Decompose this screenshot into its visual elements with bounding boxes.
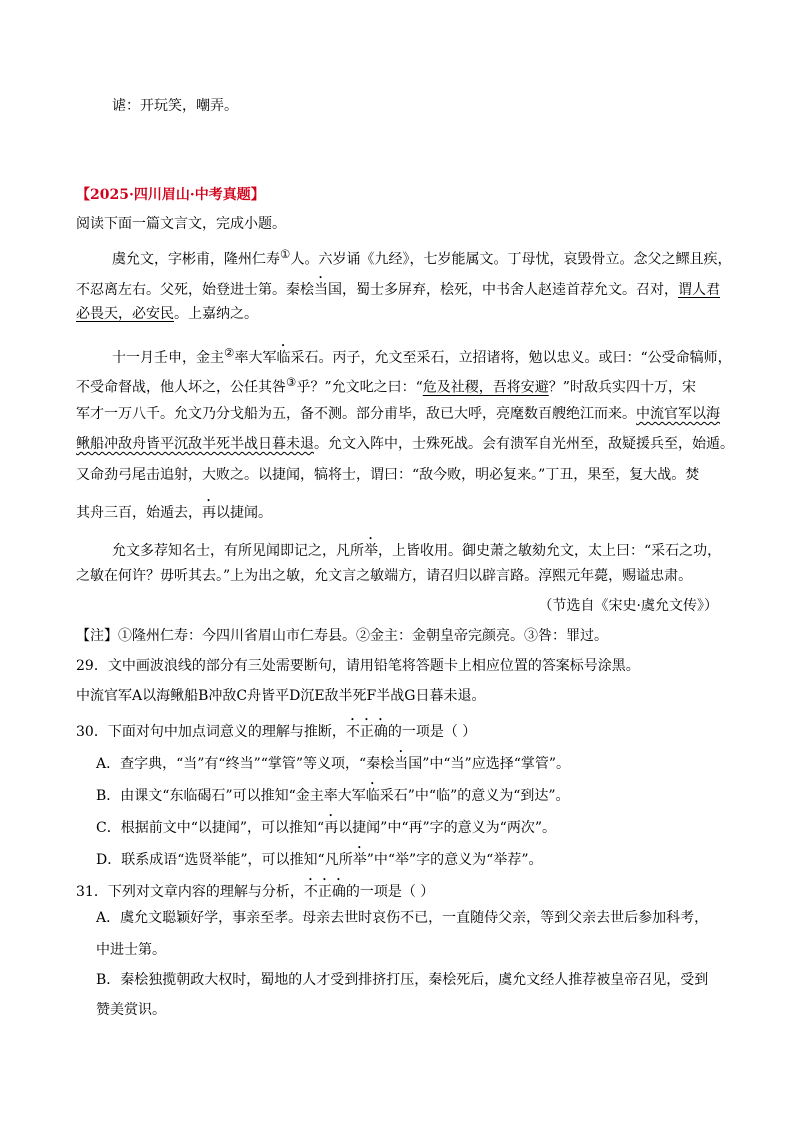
question-29-stem: 29．文中画波浪线的部分有三处需要断句，请用铅笔将答题卡上相应位置的答案标号涂黑。 bbox=[76, 658, 640, 674]
question-29-line: 中流官军A以海鳅船B冲敌C舟皆平D沉E敌半死F半战G日暮未退。 bbox=[76, 688, 486, 704]
question-30-stem: 30．下面对句中加点词意义的理解与推断，不正确的一项是（ ） bbox=[76, 724, 477, 740]
option-31-B: B．秦桧独揽朝政大权时，蜀地的人才受到排挤打压，秦桧死后，虞允文经人推荐被皇帝召见，受到 bbox=[96, 972, 709, 988]
passage-line: 十一月壬申，金主②率大军临采石。丙子，允文至采石，立招诸将，勉以忠义。或曰：“公受命犒师， bbox=[112, 345, 732, 366]
passage-line: 军才一万八千。允文乃分戈船为五，备不测。部分甫毕，敌已大呼，亮麾数百艘绝江而来。中流官军以海 bbox=[76, 406, 720, 422]
option-31-A-cont: 中进士第。 bbox=[96, 942, 166, 958]
notes: 【注】①隆州仁寿：今四川省眉山市仁寿县。②金主：金朝皇帝完颜亮。③咎：罪过。 bbox=[76, 628, 608, 644]
dotted-word: 不正确 bbox=[345, 724, 388, 740]
instruction: 阅读下面一篇文言文，完成小题。 bbox=[76, 216, 286, 232]
citation: （节选自《宋史·虞允文传》） bbox=[538, 598, 718, 614]
dotted-word: 举 bbox=[364, 543, 378, 559]
dotted-word: 当 bbox=[314, 282, 328, 298]
question-31-stem: 31．下列对文章内容的理解与分析，不正确的一项是（ ） bbox=[76, 884, 435, 900]
note-marker: ② bbox=[224, 345, 235, 360]
dotted-word: 举 bbox=[352, 852, 367, 868]
passage-line: 又命劲弓尾击追射，大败之。以捷闻，犒将士，谓曰：“敌今败，明必复来。”丁丑，果至，复大战。焚 bbox=[76, 467, 700, 483]
passage-line: 不忍离左右。父死，始登进士第。秦桧当国，蜀士多屏弃，桧死，中书舍人赵逵首荐允文。召对，谓人君 bbox=[76, 282, 720, 298]
dotted-word: 临 bbox=[365, 788, 380, 804]
passage-line: 允文多荐知名士，有所见闻即记之，凡所举，上皆收用。御史萧之敏劾允文，太上曰：“采石之功， bbox=[112, 543, 722, 559]
underlined-phrase: 谓人君 bbox=[678, 282, 720, 298]
source-tag: 【2025·四川眉山·中考真题】 bbox=[76, 187, 265, 203]
passage-line: 其舟三百，始遁去，再以捷闻。 bbox=[76, 505, 272, 521]
option-31-A: A．虞允文聪颖好学，事亲至孝。母亲去世时哀伤不已，一直随侍父亲，等到父亲去世后参加科考， bbox=[96, 910, 709, 926]
dotted-word: 当 bbox=[394, 756, 409, 772]
dotted-word: 不正确 bbox=[303, 884, 346, 900]
underlined-phrase: 必畏天，必安民 bbox=[76, 306, 174, 322]
option-30-A: A．查字典，“当”有“终当”“掌管”等义项，“秦桧当国”中“当”应选择“掌管”。 bbox=[96, 756, 571, 772]
option-31-B-cont: 赞美赏识。 bbox=[96, 1002, 166, 1018]
passage-line: 虞允文，字彬甫，隆州仁寿①人。六岁诵《九经》，七岁能属文。丁母忧，哀毁骨立。念父之鳏且疾， bbox=[112, 247, 732, 268]
passage-line: 之敏在何许？毋听其去。”上为出之敏，允文言之敏端方，请召归以辟言路。淳熙元年薨，赐谥忠肃。 bbox=[76, 568, 693, 584]
option-30-D: D．联系成语“选贤举能”，可以推知“凡所举”中“举”字的意义为“举荐”。 bbox=[96, 852, 543, 868]
passage-line: 鳅船冲敌舟皆平沉敌半死半战日暮未退。允文入阵中，士殊死战。会有溃军自光州至，敌疑援兵至，始遁。 bbox=[76, 436, 734, 452]
wavy-phrase: 鳅船冲敌舟皆平沉敌半死半战日暮未退 bbox=[76, 436, 314, 452]
note-marker: ③ bbox=[286, 375, 297, 389]
passage-line: 不受命督战，他人坏之，公任其咎③乎？”允文叱之曰：“危及社稷，吾将安避？”时敌兵实四十万，宋 bbox=[76, 375, 696, 396]
wavy-phrase: 中流官军以海 bbox=[636, 406, 720, 422]
underlined-phrase: 危及社稷，吾将安避 bbox=[422, 379, 549, 396]
passage-line: 必畏天，必安民。上嘉纳之。 bbox=[76, 306, 258, 322]
option-30-B: B．由课文“东临碣石”可以推知“金主率大军临采石”中“临”的意义为“到达”。 bbox=[96, 788, 570, 804]
dotted-word: 临 bbox=[276, 350, 291, 366]
gloss-line: 谑：开玩笑，嘲弄。 bbox=[112, 98, 238, 114]
dotted-word: 再 bbox=[324, 820, 339, 836]
dotted-word: 再 bbox=[202, 505, 216, 521]
note-marker: ① bbox=[280, 247, 291, 261]
option-30-C: C．根据前文中“以捷闻”，可以推知“再以捷闻”中“再”字的意义为“两次”。 bbox=[96, 820, 556, 836]
